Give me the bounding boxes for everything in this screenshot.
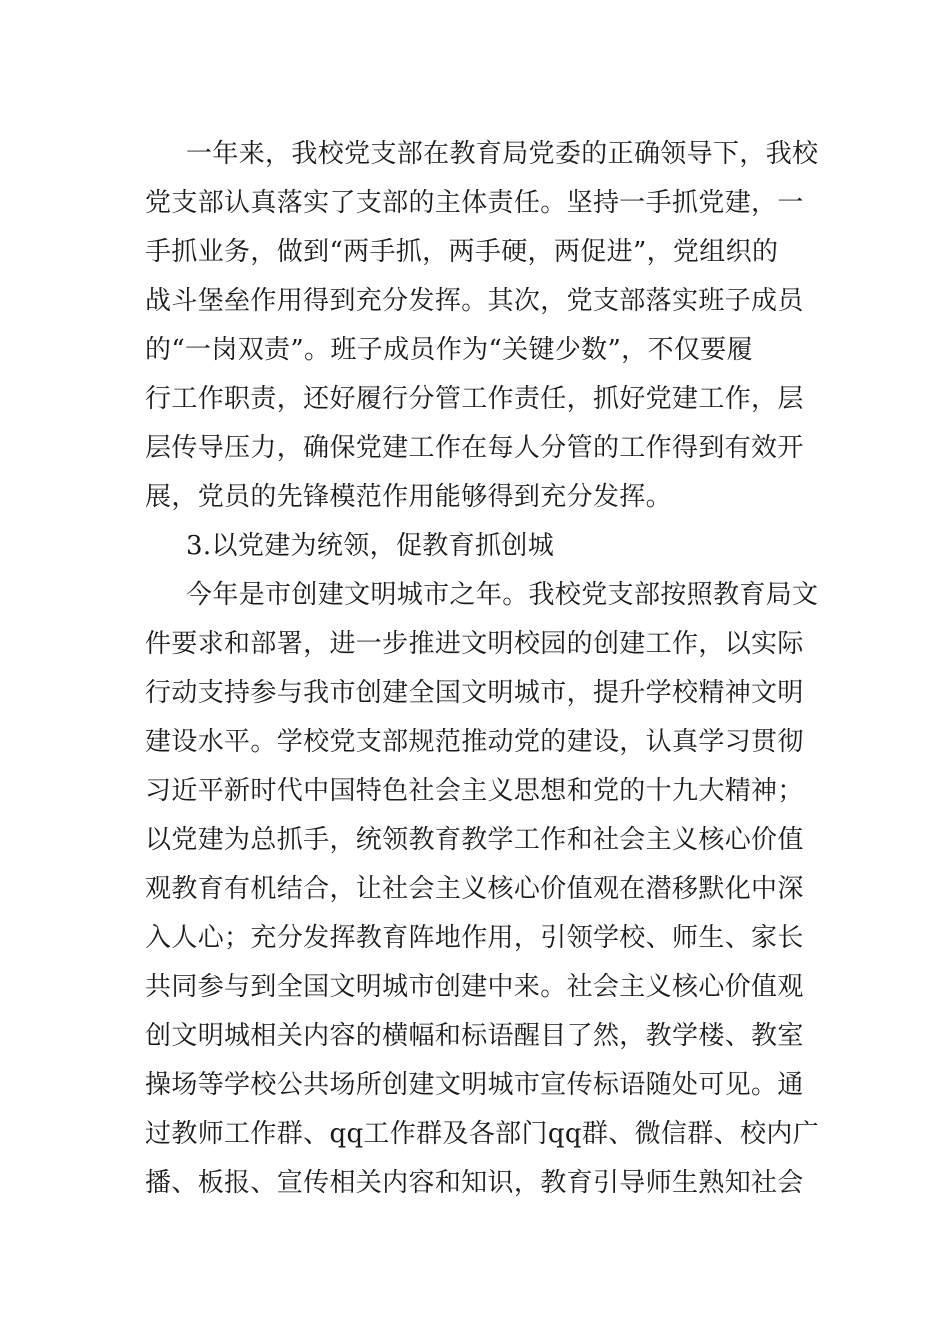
text-line: 党支部认真落实了支部的主体责任。坚持一手抓党建，一: [145, 188, 804, 218]
text-line: 层传导压力，确保党建工作在每人分管的工作得到有效开: [145, 433, 804, 463]
text-line: 入人心；充分发挥教育阵地作用，引领学校、师生、家长: [145, 923, 804, 953]
text-line: 行工作职责，还好履行分管工作责任，抓好党建工作，层: [145, 384, 804, 414]
text-line: 今年是市创建文明城市之年。我校党支部按照教育局文: [186, 580, 819, 610]
document-body: [145, 130, 820, 1208]
text-line: 创文明城相关内容的横幅和标语醒目了然，教学楼、教室: [145, 1021, 804, 1051]
text-line: 展，党员的先锋模范作用能够得到充分发挥。: [145, 482, 673, 512]
section-heading: [145, 522, 815, 571]
text-line: 一年来，我校党支部在教育局党委的正确领导下，我校: [186, 139, 819, 169]
section-heading-text: 3.以党建为统领，促教育抓创城: [186, 531, 555, 561]
text-line: 习近平新时代中国特色社会主义思想和党的十九大精神；: [145, 776, 804, 806]
text-line: 操场等学校公共场所创建文明城市宣传标语随处可见。通: [145, 1070, 804, 1100]
text-line: 观教育有机结合，让社会主义核心价值观在潜移默化中深: [145, 874, 804, 904]
text-line: 建设水平。学校党支部规范推动党的建设，认真学习贯彻: [145, 727, 804, 757]
text-line: 过教师工作群、qq工作群及各部门qq群、微信群、校内广: [145, 1119, 820, 1149]
text-line: 手抓业务，做到“两手抓，两手硬，两促进”，党组织的: [145, 237, 779, 267]
text-line: 共同参与到全国文明城市创建中来。社会主义核心价值观: [145, 972, 804, 1002]
text-line: 的“一岗双责”。班子成员作为“关键少数”，不仅要履: [145, 335, 753, 365]
paragraph-party-branch-responsibility: [145, 130, 819, 522]
paragraph-civilized-city: [145, 571, 820, 1208]
text-line: 播、板报、宣传相关内容和知识，教育引导师生熟知社会: [145, 1168, 804, 1198]
text-line: 战斗堡垒作用得到充分发挥。其次，党支部落实班子成员: [145, 286, 804, 316]
text-line: 以党建为总抓手，统领教育教学工作和社会主义核心价值: [145, 825, 804, 855]
text-line: 件要求和部署，进一步推进文明校园的创建工作，以实际: [145, 629, 804, 659]
text-line: 行动支持参与我市创建全国文明城市，提升学校精神文明: [145, 678, 804, 708]
